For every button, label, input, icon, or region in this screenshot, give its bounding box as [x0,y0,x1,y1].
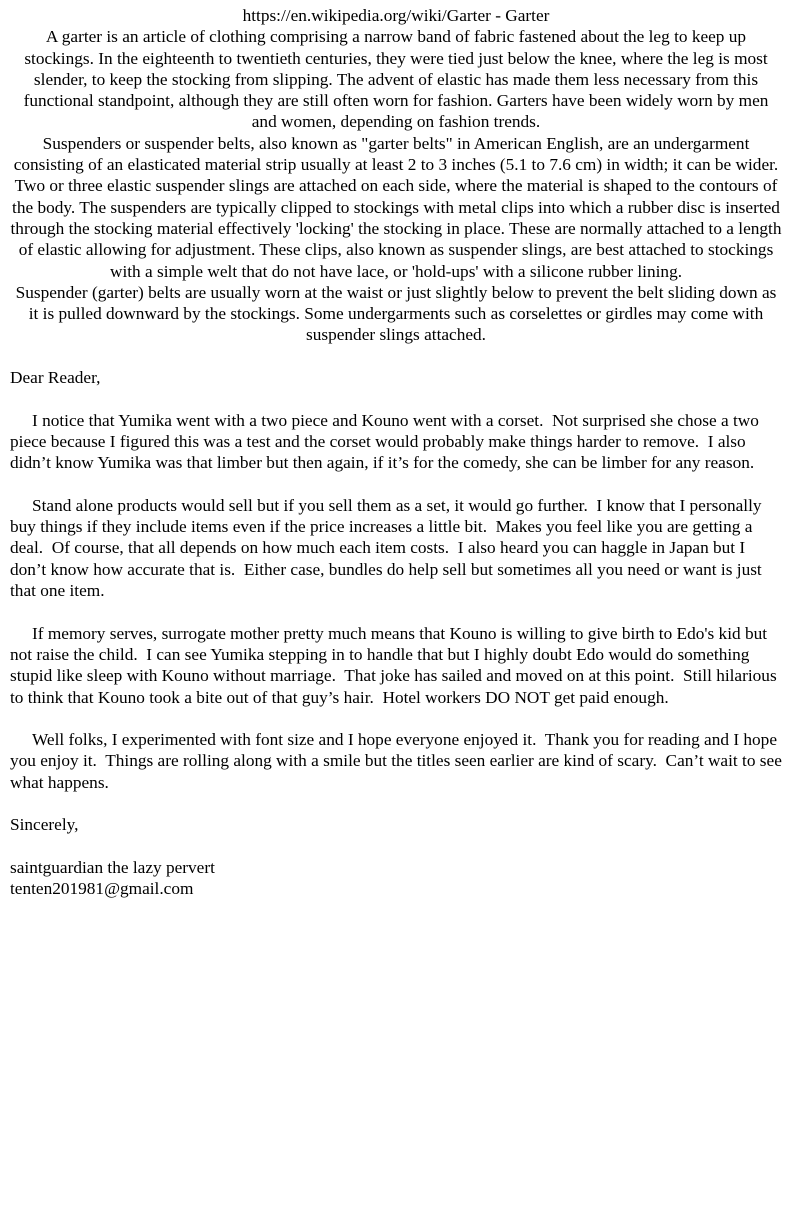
letter-paragraph-1: I notice that Yumika went with a two piece and Kouno went with a corset. Not surprised she chose a two piece because I figured this was a test and the corset would probably make things harder to remove. I also didn’t know Yumika was that limber but then again, if it’s for the comedy, she can be limber for any reason. [10,410,764,473]
letter-paragraph-4: Well folks, I experimented with font size and I hope everyone enjoyed it. Thank you for reading and I hope you enjoy it. Things are rolling along with a smile but the titles seen earlier are kind of scary. Can’t wait to see what happens. [10,730,787,792]
letter-closing: Sincerely, [10,815,79,835]
letter-paragraph-2: Stand alone products would sell but if you sell them as a set, it would go further. I know that I personally buy things if they include items even if the price increases a little bit. Makes you feel like you are getting a deal. Of course, that all depends on how much each item costs. I also heard you can haggle in Japan but I don’t know how accurate that is. Either case, bundles do help sell but sometimes all you need or want is just that one item. [10,495,767,601]
signature-block [10,857,782,900]
source-url-line: https://en.wikipedia.org/wiki/Garter - Garter [242,6,550,25]
letter-section [10,367,787,899]
wiki-paragraph-3: Suspender (garter) belts are usually worn at the waist or just slightly below to prevent the belt sliding down as it is pulled downward by the stockings. Some undergarments such as corselettes or girdles may come with suspender slings attached. [15,282,781,345]
wiki-excerpt-section [10,5,786,346]
letter-paragraph-3: If memory serves, surrogate mother pretty much means that Kouno is willing to give birth to Edo's kid but not raise the child. I can see Yumika stepping in to handle that but I highly doubt Edo would do something stupid like sleep with Kouno without marriage. That joke has sailed and moved on at this point. Still hilarious to think that Kouno took a bite out of that guy’s hair. Hotel workers DO NOT get paid enough. [10,623,781,707]
signature-name: saintguardian the lazy pervert [10,857,215,877]
wiki-paragraph-2: Suspenders or suspender belts, also known as "garter belts" in American English, are an undergarment consisting of an elasticated material strip usually at least 2 to 3 inches (5.1 to 7.6 cm) in width; it can be wider. Two or three elastic suspender slings are attached on each side, where the material is shaped to the contours of the body. The suspenders are typically clipped to stockings with metal clips into which a rubber disc is inserted through the stocking material effectively 'locking' the stocking in place. These are normally attached to a length of elastic allowing for adjustment. These clips, also known as suspender slings, are best attached to stockings with a simple welt that do not have lace, or 'hold-ups' with a silicone rubber lining. [10,133,786,281]
signature-email: tenten201981@gmail.com [10,879,194,899]
letter-salutation: Dear Reader, [10,368,101,388]
wiki-paragraph-1: A garter is an article of clothing comprising a narrow band of fabric fastened about the leg to keep up stockings. In the eighteenth to twentieth centuries, they were tied just below the knee, where the leg is most slender, to keep the stocking from slipping. The advent of elastic has made them less necessary from this functional standpoint, although they are still often worn for fashion. Garters have been widely worn by men and women, depending on fashion trends. [23,27,773,132]
